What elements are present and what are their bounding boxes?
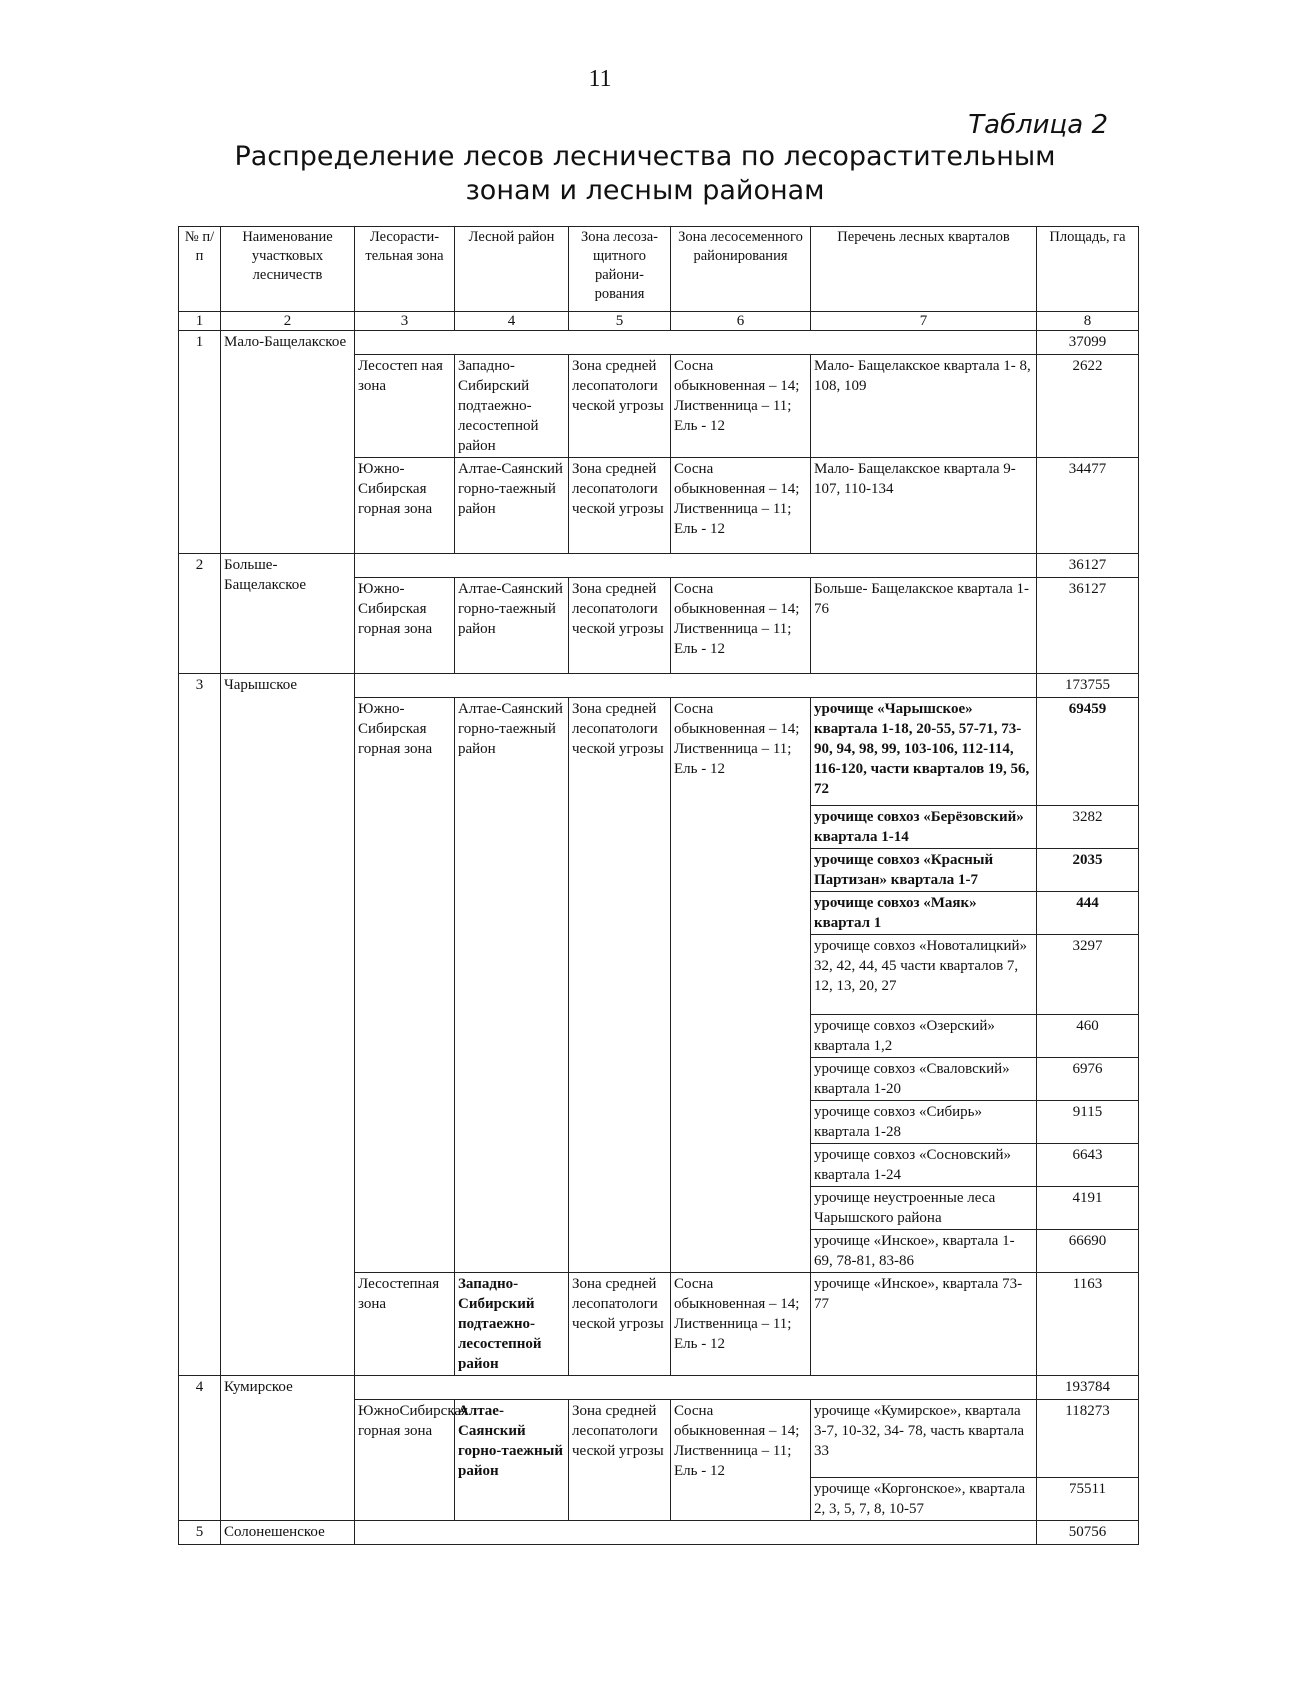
title-line-1: Распределение лесов лесничества по лесорастительным xyxy=(234,141,1056,172)
forestry-name: Солонешенское xyxy=(221,1521,355,1545)
area-cell: 6976 xyxy=(1037,1058,1139,1101)
total-area: 50756 xyxy=(1037,1521,1139,1545)
district-cell: Алтае-Саянский горно-таежный район xyxy=(455,458,569,554)
header-number: № п/п xyxy=(179,227,221,312)
area-cell: 69459 xyxy=(1037,698,1139,806)
page-number: 11 xyxy=(588,66,612,92)
total-area: 193784 xyxy=(1037,1376,1139,1400)
area-cell: 444 xyxy=(1037,892,1139,935)
seed-cell: Сосна обыкновенная – 14; Лиственница – 11; Ель - 12 xyxy=(671,1273,811,1376)
quarters-cell: Мало- Бащелакское квартала 9-107, 110-134 xyxy=(811,458,1037,554)
table-row xyxy=(179,674,1139,698)
total-area: 173755 xyxy=(1037,674,1139,698)
quarters-cell: урочище «Коргонское», квартала 2, 3, 5, 7, 8, 10-57 xyxy=(811,1478,1037,1521)
zone-cell: Лесостеп ная зона xyxy=(355,355,455,458)
protect-cell: Зона средней лесопатологи ческой угрозы xyxy=(569,698,671,1273)
total-area: 37099 xyxy=(1037,331,1139,355)
col-num: 1 xyxy=(179,312,221,331)
area-cell: 75511 xyxy=(1037,1478,1139,1521)
quarters-cell: урочище совхоз «Сваловский» квартала 1-20 xyxy=(811,1058,1037,1101)
forestry-name: Больше-Бащелакское xyxy=(221,554,355,674)
table-row xyxy=(179,1521,1139,1545)
quarters-cell: урочище «Чарышское» квартала 1-18, 20-55, 57-71, 73-90, 94, 98, 99, 103-106, 112-114, 116-120, части кварталов 19, 56, 72 xyxy=(811,698,1037,806)
header-row xyxy=(179,227,1139,312)
quarters-cell: урочище совхоз «Красный Партизан» квартала 1-7 xyxy=(811,849,1037,892)
row-number: 1 xyxy=(179,331,221,554)
area-cell: 36127 xyxy=(1037,578,1139,674)
col-num: 4 xyxy=(455,312,569,331)
area-cell: 9115 xyxy=(1037,1101,1139,1144)
row-number: 3 xyxy=(179,674,221,1376)
table-row xyxy=(179,331,1139,355)
quarters-cell: урочище совхоз «Сибирь» квартала 1-28 xyxy=(811,1101,1037,1144)
forestry-name: Чарышское xyxy=(221,674,355,1376)
seed-cell: Сосна обыкновенная – 14; Лиственница – 11; Ель - 12 xyxy=(671,355,811,458)
district-cell: Западно-Сибирский подтаежно-лесостепной район xyxy=(455,355,569,458)
header-district: Лесной район xyxy=(455,227,569,312)
col-num: 3 xyxy=(355,312,455,331)
zone-cell: Южно-Сибирская горная зона xyxy=(355,698,455,1273)
district-cell: Алтае-Саянский горно-таежный район xyxy=(455,1400,569,1521)
table-label: Таблица 2 xyxy=(968,110,1108,140)
protect-cell: Зона средней лесопатологи ческой угрозы xyxy=(569,458,671,554)
header-area: Площадь, га xyxy=(1037,227,1139,312)
district-cell: Западно-Сибирский подтаежно-лесостепной район xyxy=(455,1273,569,1376)
seed-cell: Сосна обыкновенная – 14; Лиственница – 11; Ель - 12 xyxy=(671,1400,811,1521)
blank-cell xyxy=(355,1521,1037,1545)
area-cell: 118273 xyxy=(1037,1400,1139,1478)
area-cell: 1163 xyxy=(1037,1273,1139,1376)
area-cell: 6643 xyxy=(1037,1144,1139,1187)
quarters-cell: урочище «Инское», квартала 73-77 xyxy=(811,1273,1037,1376)
area-cell: 3297 xyxy=(1037,935,1139,1015)
quarters-cell: урочище совхоз «Сосновский» квартала 1-24 xyxy=(811,1144,1037,1187)
header-name: Наименование участковых лесничеств xyxy=(221,227,355,312)
title-line-2: зонам и лесным районам xyxy=(465,175,825,206)
blank-cell xyxy=(355,331,1037,355)
forest-distribution-table xyxy=(178,226,1139,1545)
quarters-cell: урочище «Инское», квартала 1-69, 78-81, 83-86 xyxy=(811,1230,1037,1273)
header-zone: Лесорасти-тельная зона xyxy=(355,227,455,312)
col-num: 6 xyxy=(671,312,811,331)
quarters-cell: урочище совхоз «Озерский» квартала 1,2 xyxy=(811,1015,1037,1058)
area-cell: 4191 xyxy=(1037,1187,1139,1230)
zone-cell: Южно-Сибирская горная зона xyxy=(355,578,455,674)
header-protect-zone: Зона лесоза-щитного райони-рования xyxy=(569,227,671,312)
zone-cell: ЮжноСибирская горная зона xyxy=(355,1400,455,1521)
district-cell: Алтае-Саянский горно-таежный район xyxy=(455,578,569,674)
quarters-cell: урочище «Кумирское», квартала 3-7, 10-32, 34- 78, часть квартала 33 xyxy=(811,1400,1037,1478)
area-cell: 2035 xyxy=(1037,849,1139,892)
area-cell: 460 xyxy=(1037,1015,1139,1058)
forestry-name: Кумирское xyxy=(221,1376,355,1521)
quarters-cell: урочище совхоз «Новоталицкий» 32, 42, 44, 45 части кварталов 7, 12, 13, 20, 27 xyxy=(811,935,1037,1015)
quarters-cell: урочище совхоз «Маяк» квартал 1 xyxy=(811,892,1037,935)
quarters-cell: урочище совхоз «Берёзовский» квартала 1-14 xyxy=(811,806,1037,849)
header-seed-zone: Зона лесосеменного районирования xyxy=(671,227,811,312)
blank-cell xyxy=(355,1376,1037,1400)
area-cell: 66690 xyxy=(1037,1230,1139,1273)
blank-cell xyxy=(355,674,1037,698)
area-cell: 3282 xyxy=(1037,806,1139,849)
forestry-name: Мало-Бащелакское xyxy=(221,331,355,554)
row-number: 4 xyxy=(179,1376,221,1521)
protect-cell: Зона средней лесопатологи ческой угрозы xyxy=(569,355,671,458)
quarters-cell: урочище неустроенные леса Чарышского района xyxy=(811,1187,1037,1230)
column-number-row xyxy=(179,312,1139,331)
col-num: 5 xyxy=(569,312,671,331)
col-num: 8 xyxy=(1037,312,1139,331)
protect-cell: Зона средней лесопатологи ческой угрозы xyxy=(569,1273,671,1376)
protect-cell: Зона средней лесопатологи ческой угрозы xyxy=(569,1400,671,1521)
area-cell: 2622 xyxy=(1037,355,1139,458)
header-quarters: Перечень лесных кварталов xyxy=(811,227,1037,312)
total-area: 36127 xyxy=(1037,554,1139,578)
zone-cell: Лесостепная зона xyxy=(355,1273,455,1376)
seed-cell: Сосна обыкновенная – 14; Лиственница – 11; Ель - 12 xyxy=(671,578,811,674)
row-number: 2 xyxy=(179,554,221,674)
col-num: 7 xyxy=(811,312,1037,331)
district-cell: Алтае-Саянский горно-таежный район xyxy=(455,698,569,1273)
protect-cell: Зона средней лесопатологи ческой угрозы xyxy=(569,578,671,674)
seed-cell: Сосна обыкновенная – 14; Лиственница – 11; Ель - 12 xyxy=(671,458,811,554)
seed-cell: Сосна обыкновенная – 14; Лиственница – 11; Ель - 12 xyxy=(671,698,811,1273)
quarters-cell: Больше- Бащелакское квартала 1-76 xyxy=(811,578,1037,674)
area-cell: 34477 xyxy=(1037,458,1139,554)
table-row xyxy=(179,554,1139,578)
table-row xyxy=(179,1376,1139,1400)
quarters-cell: Мало- Бащелакское квартала 1- 8, 108, 109 xyxy=(811,355,1037,458)
blank-cell xyxy=(355,554,1037,578)
zone-cell: Южно-Сибирская горная зона xyxy=(355,458,455,554)
col-num: 2 xyxy=(221,312,355,331)
table-title xyxy=(0,140,1290,208)
row-number: 5 xyxy=(179,1521,221,1545)
